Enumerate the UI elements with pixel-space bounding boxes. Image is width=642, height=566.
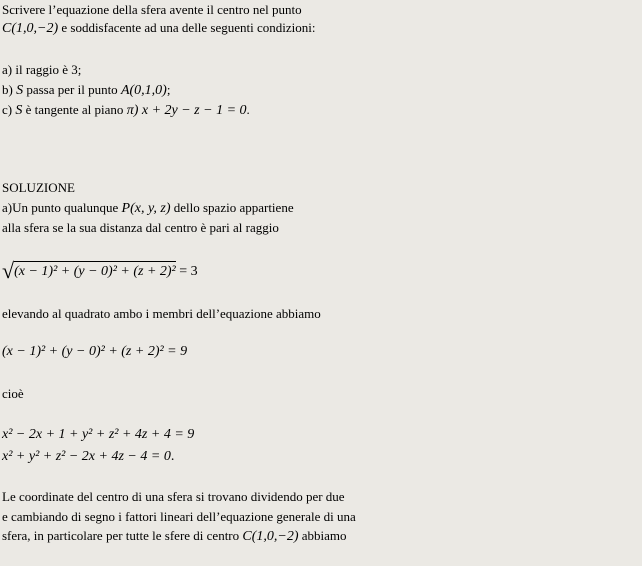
problem-conditions-text: e soddisfacente ad una delle seguenti condizioni: (58, 20, 316, 35)
radicand-expression: (x − 1)² + (y − 0)² + (z + 2)² (14, 261, 176, 280)
cioe-text: cioè (2, 386, 24, 401)
paragraph-line-1-text: Le coordinate del centro di una sfera si trovano dividendo per due (2, 489, 345, 504)
solution-a-rest: dello spazio appartiene (170, 200, 294, 215)
solution-a-line-2 (2, 221, 279, 234)
solution-a-prefix: a)Un punto qualunque (2, 200, 122, 215)
condition-a (2, 63, 81, 76)
sphere-symbol: S (15, 103, 23, 118)
plane-equation: π) x + 2y − z − 1 = 0 (126, 103, 247, 118)
expanded-equation-text: x² − 2x + 1 + y² + z² + 4z + 4 = 9 (2, 427, 195, 442)
cioe-label (2, 387, 24, 400)
condition-c-prefix: c) (2, 102, 16, 117)
solution-heading (2, 181, 75, 194)
solution-heading-text: SOLUZIONE (2, 180, 75, 195)
paragraph-line-3-rest: abbiamo (298, 528, 347, 543)
final-equation-text: x² + y² + z² − 2x + 4z − 4 = 0 (2, 449, 171, 464)
paragraph-line-3 (2, 529, 347, 544)
condition-b-end: ; (166, 82, 171, 97)
point-p: P(x, y, z) (121, 201, 171, 216)
square-root-symbol: √ (2, 258, 15, 283)
squaring-text (2, 307, 321, 320)
paragraph-line-2-text: e cambiando di segno i fattori lineari dell’equazione generale di una (2, 509, 356, 524)
final-equation (2, 450, 174, 464)
paragraph-line-1 (2, 490, 345, 503)
center-point: C(1,0,−2) (2, 21, 59, 36)
squaring-text-content: elevando al quadrato ambo i membri dell’equazione abbiamo (2, 306, 321, 321)
point-a: A(0,1,0) (120, 83, 167, 98)
sphere-symbol: S (16, 83, 24, 98)
distance-result: = 3 (175, 264, 198, 279)
distance-equation (2, 258, 198, 284)
condition-b-prefix: b) (2, 82, 17, 97)
condition-c (2, 103, 250, 118)
problem-line-1 (2, 3, 302, 16)
problem-line-2 (2, 21, 316, 36)
expanded-equation (2, 428, 194, 442)
paragraph-line-2 (2, 510, 356, 523)
condition-c-text: è tangente al piano (22, 102, 127, 117)
squared-equation-text: (x − 1)² + (y − 0)² + (z + 2)² = 9 (2, 344, 188, 359)
condition-b (2, 83, 170, 98)
paragraph-line-3-prefix: sfera, in particolare per tutte le sfere di centro (2, 528, 243, 543)
condition-b-text: passa per il punto (23, 82, 121, 97)
problem-intro-text: Scrivere l’equazione della sfera avente il centro nel punto (2, 2, 302, 17)
center-point-repeat: C(1,0,−2) (242, 529, 299, 544)
solution-a-line-2-text: alla sfera se la sua distanza dal centro è pari al raggio (2, 220, 279, 235)
condition-c-end: . (246, 102, 250, 117)
condition-a-text: a) il raggio è 3; (2, 62, 82, 77)
squared-equation (2, 345, 187, 359)
solution-a-line-1 (2, 201, 294, 216)
final-equation-end: . (170, 449, 175, 464)
